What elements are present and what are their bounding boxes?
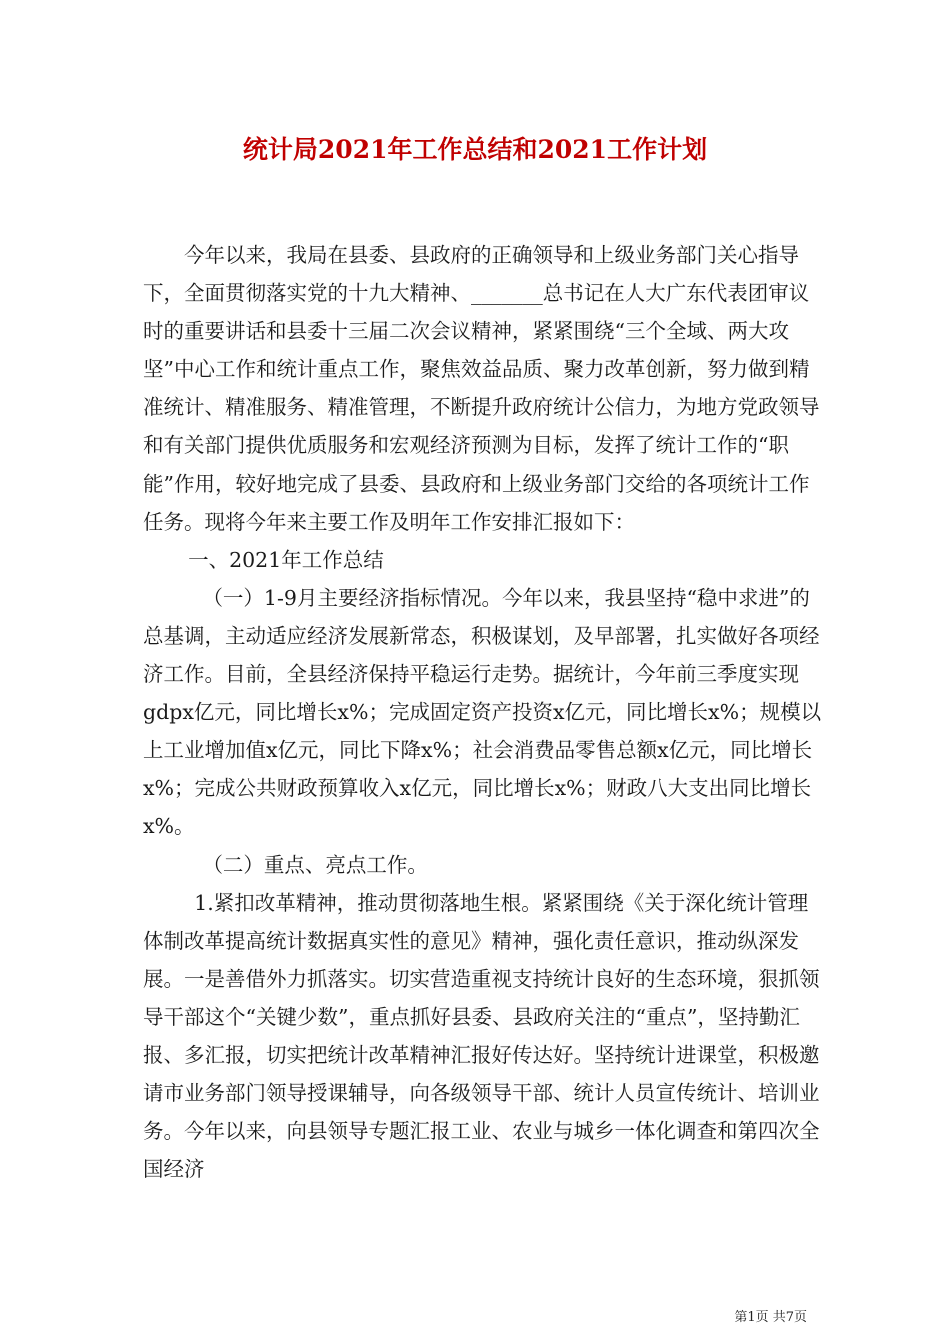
- section-heading-1: 一、2021年工作总结: [188, 547, 384, 572]
- document-body: [143, 236, 823, 1188]
- paragraph-reform-item-1: 1.紧扣改革精神，推动贯彻落地生根。紧紧围绕《关于深化统计管理体制改革提高统计数据真实性的意见》精神，强化责任意识，推动纵深发展。一是善借外力抓落实。切实营造重视支持统计良好的生态环境，狠抓领导干部这个“关键少数”，重点抓好县委、县政府关注的“重点”，坚持勤汇报、多汇报，切实把统计改革精神汇报好传达好。坚持统计进课堂，积极邀请市业务部门领导授课辅导，向各级领导干部、统计人员宣传统计、培训业务。今年以来，向县领导专题汇报工业、农业与城乡一体化调查和第四次全国经济: [143, 890, 820, 1182]
- document-title: 统计局2021年工作总结和2021工作计划: [242, 135, 708, 164]
- subsection-heading-2: （二）重点、亮点工作。: [202, 852, 428, 877]
- page-number: 第1页 共7页: [734, 1310, 807, 1325]
- paragraph-intro: 今年以来，我局在县委、县政府的正确领导和上级业务部门关心指导下，全面贯彻落实党的十九大精神、_______总书记在人大广东代表团审议时的重要讲话和县委十三届二次会议精神，紧紧围绕“三个全域、两大攻坚”中心工作和统计重点工作，聚焦效益品质、聚力改革创新，努力做到精准统计、精准服务、精准管理，不断提升政府统计公信力，为地方党政领导和有关部门提供优质服务和宏观经济预测为目标，发挥了统计工作的“职能”作用，较好地完成了县委、县政府和上级业务部门交给的各项统计工作任务。现将今年来主要工作及明年工作安排汇报如下：: [143, 243, 820, 534]
- paragraph-economic-indicators: （一）1-9月主要经济指标情况。今年以来，我县坚持“稳中求进”的总基调，主动适应经济发展新常态，积极谋划，及早部署，扎实做好各项经济工作。目前，全县经济保持平稳运行走势。据统计，今年前三季度实现gdpx亿元，同比增长x%；完成固定资产投资x亿元，同比增长x%；规模以上工业增加值x亿元，同比下降x%；社会消费品零售总额x亿元，同比增长x%；完成公共财政预算收入x亿元，同比增长x%；财政八大支出同比增长x%。: [143, 585, 822, 839]
